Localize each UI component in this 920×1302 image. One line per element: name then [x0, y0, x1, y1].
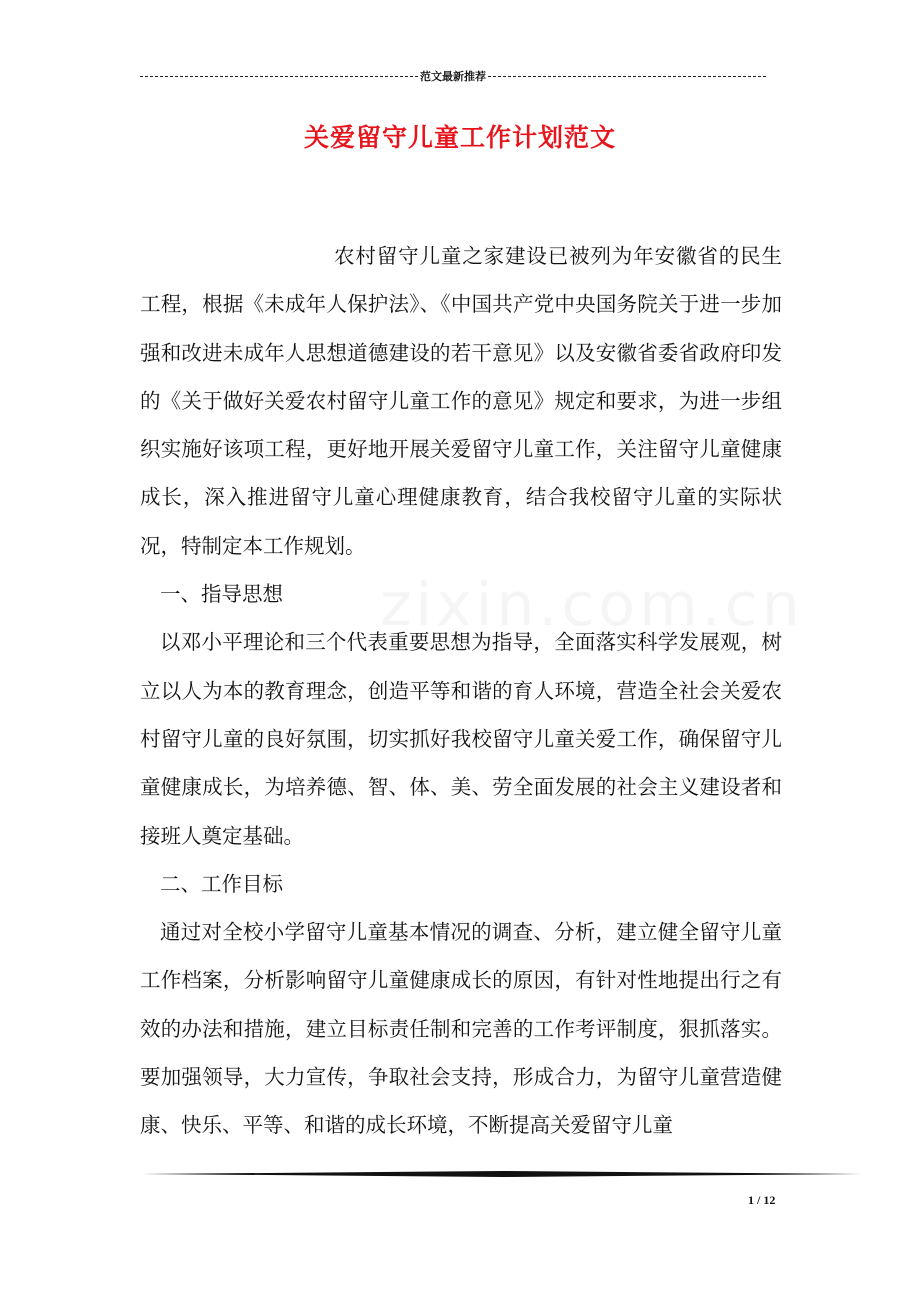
paragraph-guiding-ideology: 以邓小平理论和三个代表重要思想为指导，全面落实科学发展观，树立以人为本的教育理念，创造平等和谐的育人环境，营造全社会关爱农村留守儿童的良好氛围，切实抓好我校留守儿童关爱工作，确保留守儿童健康成长，为培养德、智、体、美、劳全面发展的社会主义建设者和接班人奠定基础。 [140, 630, 782, 848]
page-number: 1 / 12 [748, 1193, 776, 1207]
paragraph-work-goals: 通过对全校小学留守儿童基本情况的调查、分析，建立健全留守儿童工作档案，分析影响留守儿童健康成长的原因，有针对性地提出行之有效的办法和措施，建立目标责任制和完善的工作考评制度，狠抓落实。要加强领导，大力宣传，争取社会支持，形成合力，为留守儿童营造健康、快乐、平等、和谐的成长环境，不断提高关爱留守儿童 [140, 920, 782, 1138]
header-dash-right [488, 76, 766, 77]
section-heading-work-goals: 二、工作目标 [160, 871, 283, 896]
page-header [140, 66, 766, 86]
document-title: 关爱留守儿童工作计划范文 [303, 123, 616, 152]
paragraph-intro: 农村留守儿童之家建设已被列为年安徽省的民生工程，根据《未成年人保护法》、《中国共产党中央国务院关于进一步加强和改进未成年人思想道德建设的若干意见》以及安徽省委省政府印发的《关于做好关爱农村留守儿童工作的意见》规定和要求，为进一步组织实施好该项工程，更好地开展关爱留守儿童工作，关注留守儿童健康成长，深入推进留守儿童心理健康教育，结合我校留守儿童的实际状况，特制定本工作规划。 [140, 244, 782, 558]
footer-rule [142, 1170, 862, 1178]
header-dash-left [140, 76, 418, 77]
header-label: 范文最新推荐 [420, 70, 486, 83]
document-body [140, 232, 782, 1150]
section-heading-guiding-ideology: 一、指导思想 [160, 582, 283, 607]
watermark: zixin.com.cn [380, 570, 804, 640]
